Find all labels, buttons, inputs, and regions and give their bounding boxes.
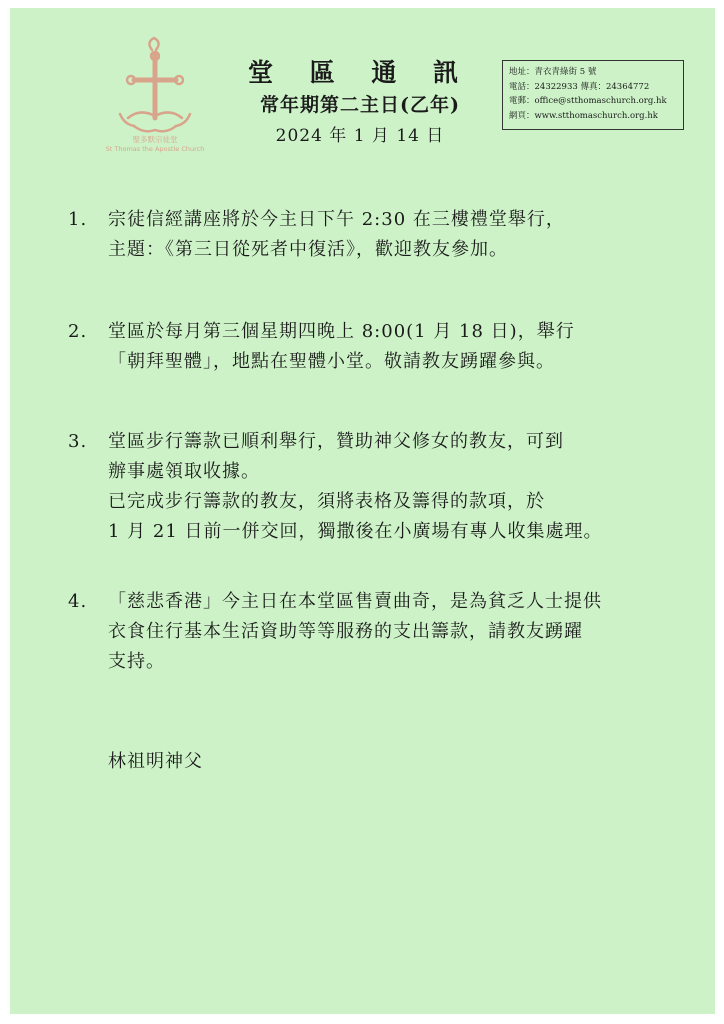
item-line: 「慈悲香港」今主日在本堂區售賣曲奇，是為貧乏人士提供 bbox=[108, 591, 602, 612]
announcement-item bbox=[68, 317, 575, 377]
item-line: 「朝拜聖體」，地點在聖體小堂。敬請教友踴躍參與。 bbox=[108, 351, 555, 372]
signature: 林祖明神父 bbox=[108, 751, 203, 772]
announcement-item bbox=[68, 427, 603, 547]
item-line: 堂區於每月第三個星期四晚上 8:00(1 月 18 日)，舉行 bbox=[108, 321, 575, 342]
item-number: 2. bbox=[68, 321, 88, 342]
contact-phone-fax: 電話：24322933 傳真：24364772 bbox=[509, 81, 650, 92]
item-line: 辦事處領取收據。 bbox=[108, 461, 260, 482]
contact-website: 網頁：www.stthomaschurch.org.hk bbox=[509, 110, 658, 121]
bulletin-date: 2024 年 1 月 14 日 bbox=[275, 126, 445, 146]
bulletin-title: 堂 區 通 訊 bbox=[247, 58, 473, 87]
bulletin-page bbox=[10, 8, 715, 1014]
logo-chinese-text: 聖多默宗徒堂 bbox=[132, 135, 178, 144]
item-line: 主題：《第三日從死者中復活》，歡迎教友參加。 bbox=[108, 239, 508, 260]
contact-email: 電郵：office@stthomaschurch.org.hk bbox=[509, 96, 667, 106]
item-line: 支持。 bbox=[108, 651, 165, 672]
announcement-item bbox=[68, 205, 565, 265]
item-line: 宗徒信經講座將於今主日下午 2:30 在三樓禮堂舉行， bbox=[108, 209, 565, 230]
header-titles bbox=[230, 58, 490, 148]
church-logo bbox=[90, 36, 220, 154]
item-number: 4. bbox=[68, 591, 88, 612]
liturgical-sunday: 常年期第二主日(乙年) bbox=[260, 94, 460, 116]
cross-emblem-icon bbox=[90, 36, 220, 154]
contact-address: 地址：青衣青綠街 5 號 bbox=[509, 67, 597, 77]
logo-english-text: St Thomas the Apostle Church bbox=[105, 145, 205, 153]
announcement-item bbox=[68, 587, 602, 677]
item-number: 3. bbox=[68, 431, 88, 452]
item-line: 1 月 21 日前一併交回，獨撒後在小廣場有專人收集處理。 bbox=[108, 521, 603, 542]
contact-box bbox=[502, 60, 684, 130]
item-number: 1. bbox=[68, 209, 88, 230]
item-line: 衣食住行基本生活資助等等服務的支出籌款，請教友踴躍 bbox=[108, 621, 583, 642]
item-line: 堂區步行籌款已順利舉行，贊助神父修女的教友，可到 bbox=[108, 431, 564, 452]
item-line: 已完成步行籌款的教友，須將表格及籌得的款項，於 bbox=[108, 491, 545, 512]
